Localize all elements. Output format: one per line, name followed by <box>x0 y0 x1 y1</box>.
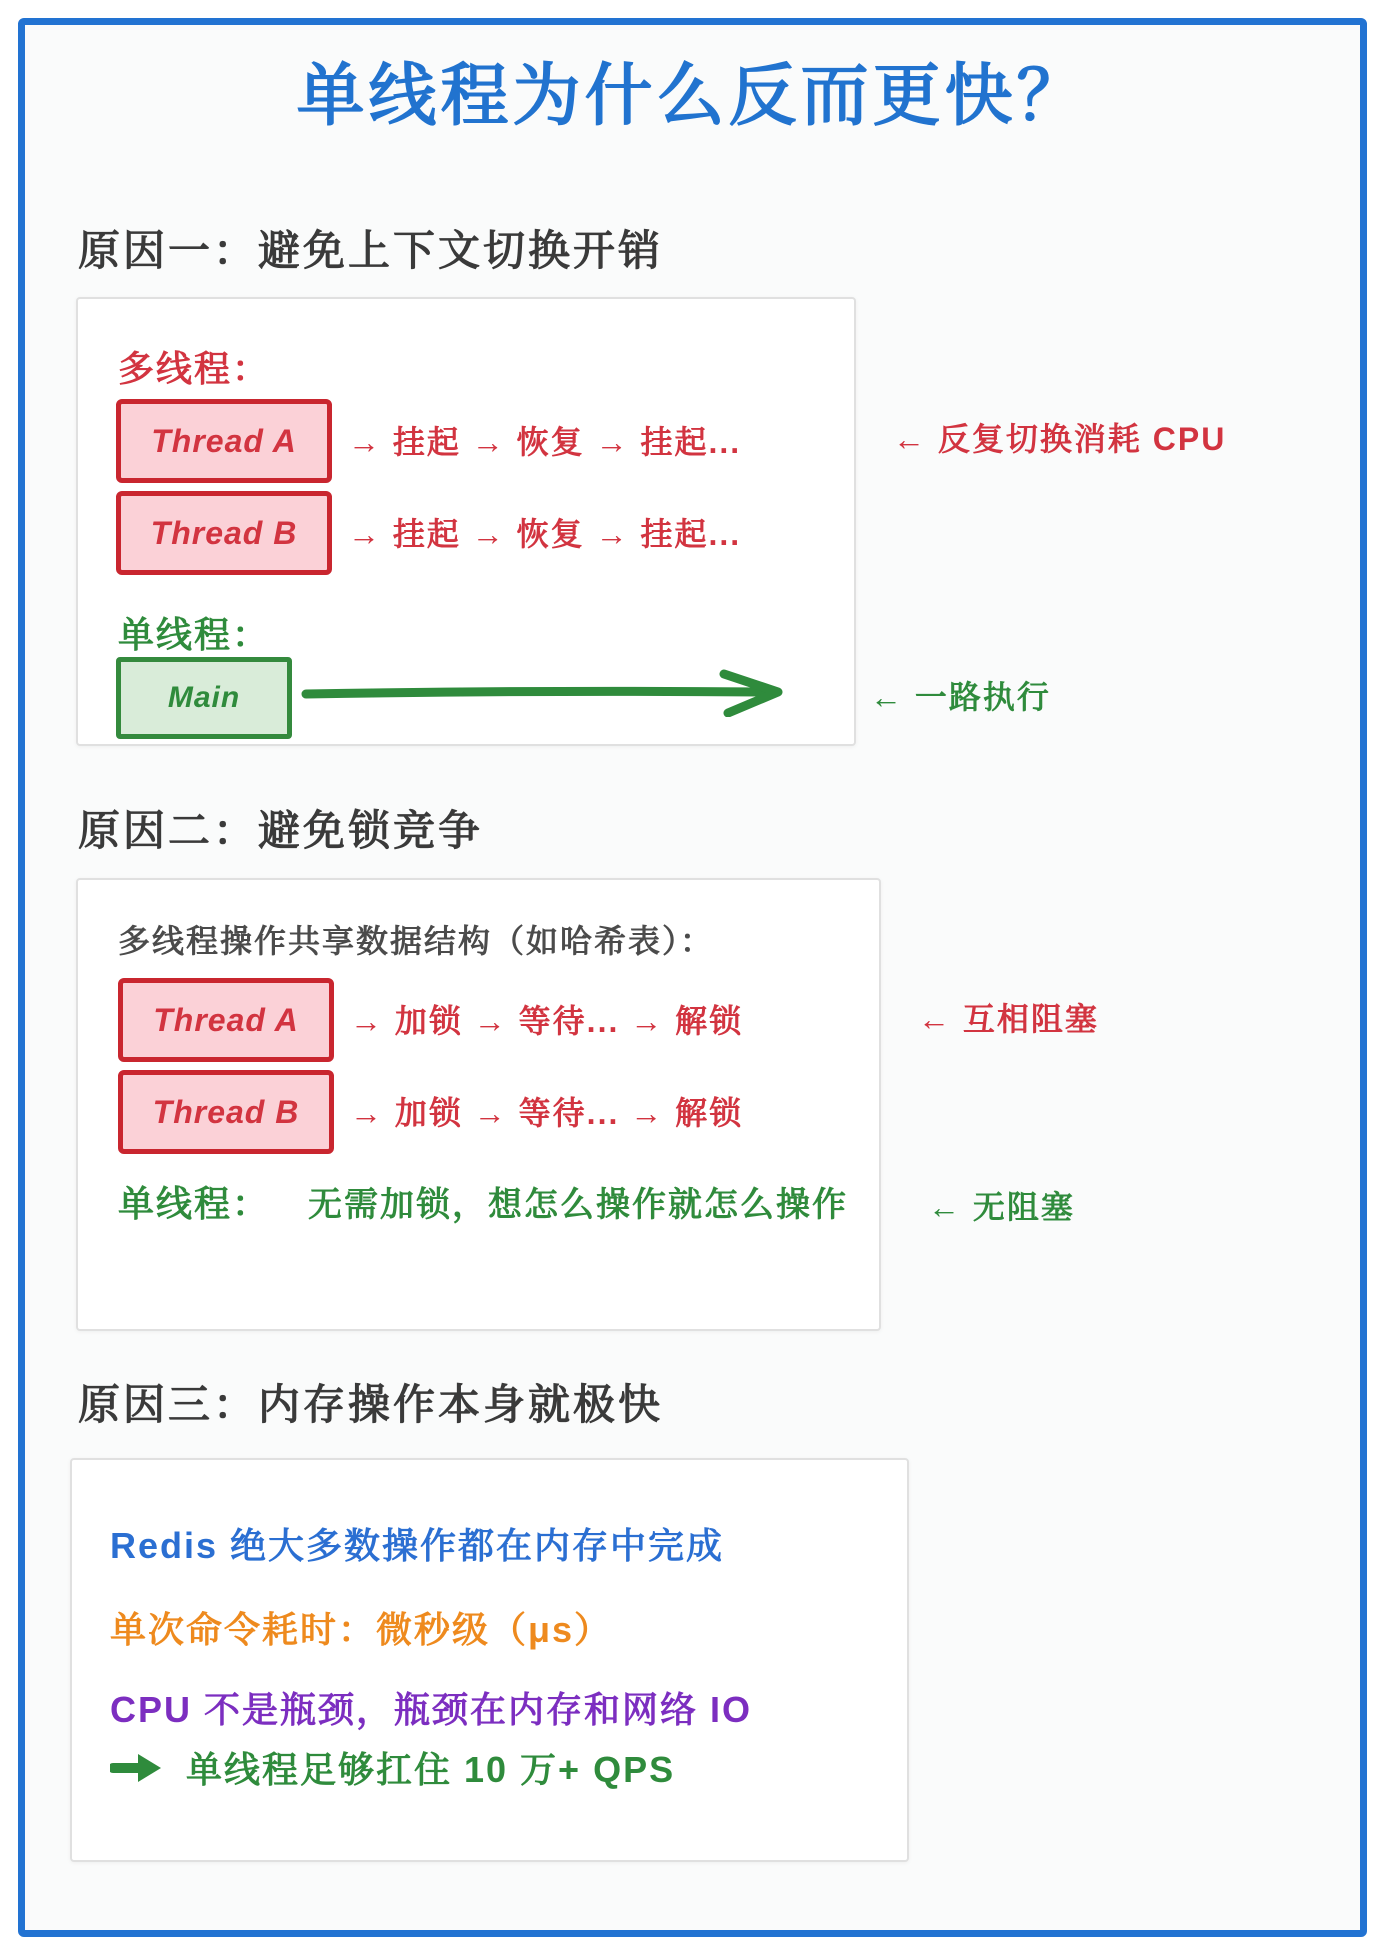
execution-arrow-icon <box>300 669 792 717</box>
memory-ops-line: Redis 绝大多数操作都在内存中完成 <box>110 1525 725 1566</box>
qps-line: 单线程足够扛住 10 万+ QPS <box>186 1749 676 1790</box>
page-title: 单线程为什么反而更快？ <box>296 58 1089 134</box>
multi-thread-label: 多线程： <box>118 348 271 389</box>
thread-b-flow: → 挂起 → 恢复 → 挂起... <box>348 516 742 552</box>
section3-panel <box>70 1458 909 1862</box>
main-thread-box: Main <box>116 657 292 739</box>
no-lock-text: 无需加锁，想怎么操作就怎么操作 <box>308 1186 849 1224</box>
thread-a-flow: → 挂起 → 恢复 → 挂起... <box>348 424 742 460</box>
section1-panel <box>76 297 856 746</box>
section3-heading: 原因三：内存操作本身就极快 <box>78 1381 664 1428</box>
thread-a-box: Thread A <box>118 978 334 1062</box>
annotation-mutual-block: ← 互相阻塞 <box>918 1001 1099 1037</box>
thread-b-lock-flow: → 加锁 → 等待... → 解锁 <box>350 1095 744 1131</box>
thread-b-box: Thread B <box>118 1070 334 1154</box>
annotation-straight-run: ← 一路执行 <box>870 679 1051 715</box>
latency-line: 单次命令耗时：微秒级（μs） <box>110 1609 613 1650</box>
thread-b-box: Thread B <box>116 491 332 575</box>
thread-a-box: Thread A <box>116 399 332 483</box>
shared-structure-intro: 多线程操作共享数据结构（如哈希表）： <box>118 923 715 959</box>
annotation-context-switch: ← 反复切换消耗 CPU <box>893 421 1227 457</box>
qps-arrow-icon <box>110 1751 164 1785</box>
single-thread-label: 单线程： <box>118 1183 271 1224</box>
section2-heading: 原因二：避免锁竞争 <box>78 807 484 854</box>
section1-heading: 原因一：避免上下文切换开销 <box>78 227 664 274</box>
annotation-no-block: ← 无阻塞 <box>928 1189 1075 1225</box>
thread-a-lock-flow: → 加锁 → 等待... → 解锁 <box>350 1003 744 1039</box>
single-thread-label: 单线程： <box>118 614 271 655</box>
bottleneck-line: CPU 不是瓶颈，瓶颈在内存和网络 IO <box>110 1689 753 1730</box>
section2-panel <box>76 878 881 1331</box>
